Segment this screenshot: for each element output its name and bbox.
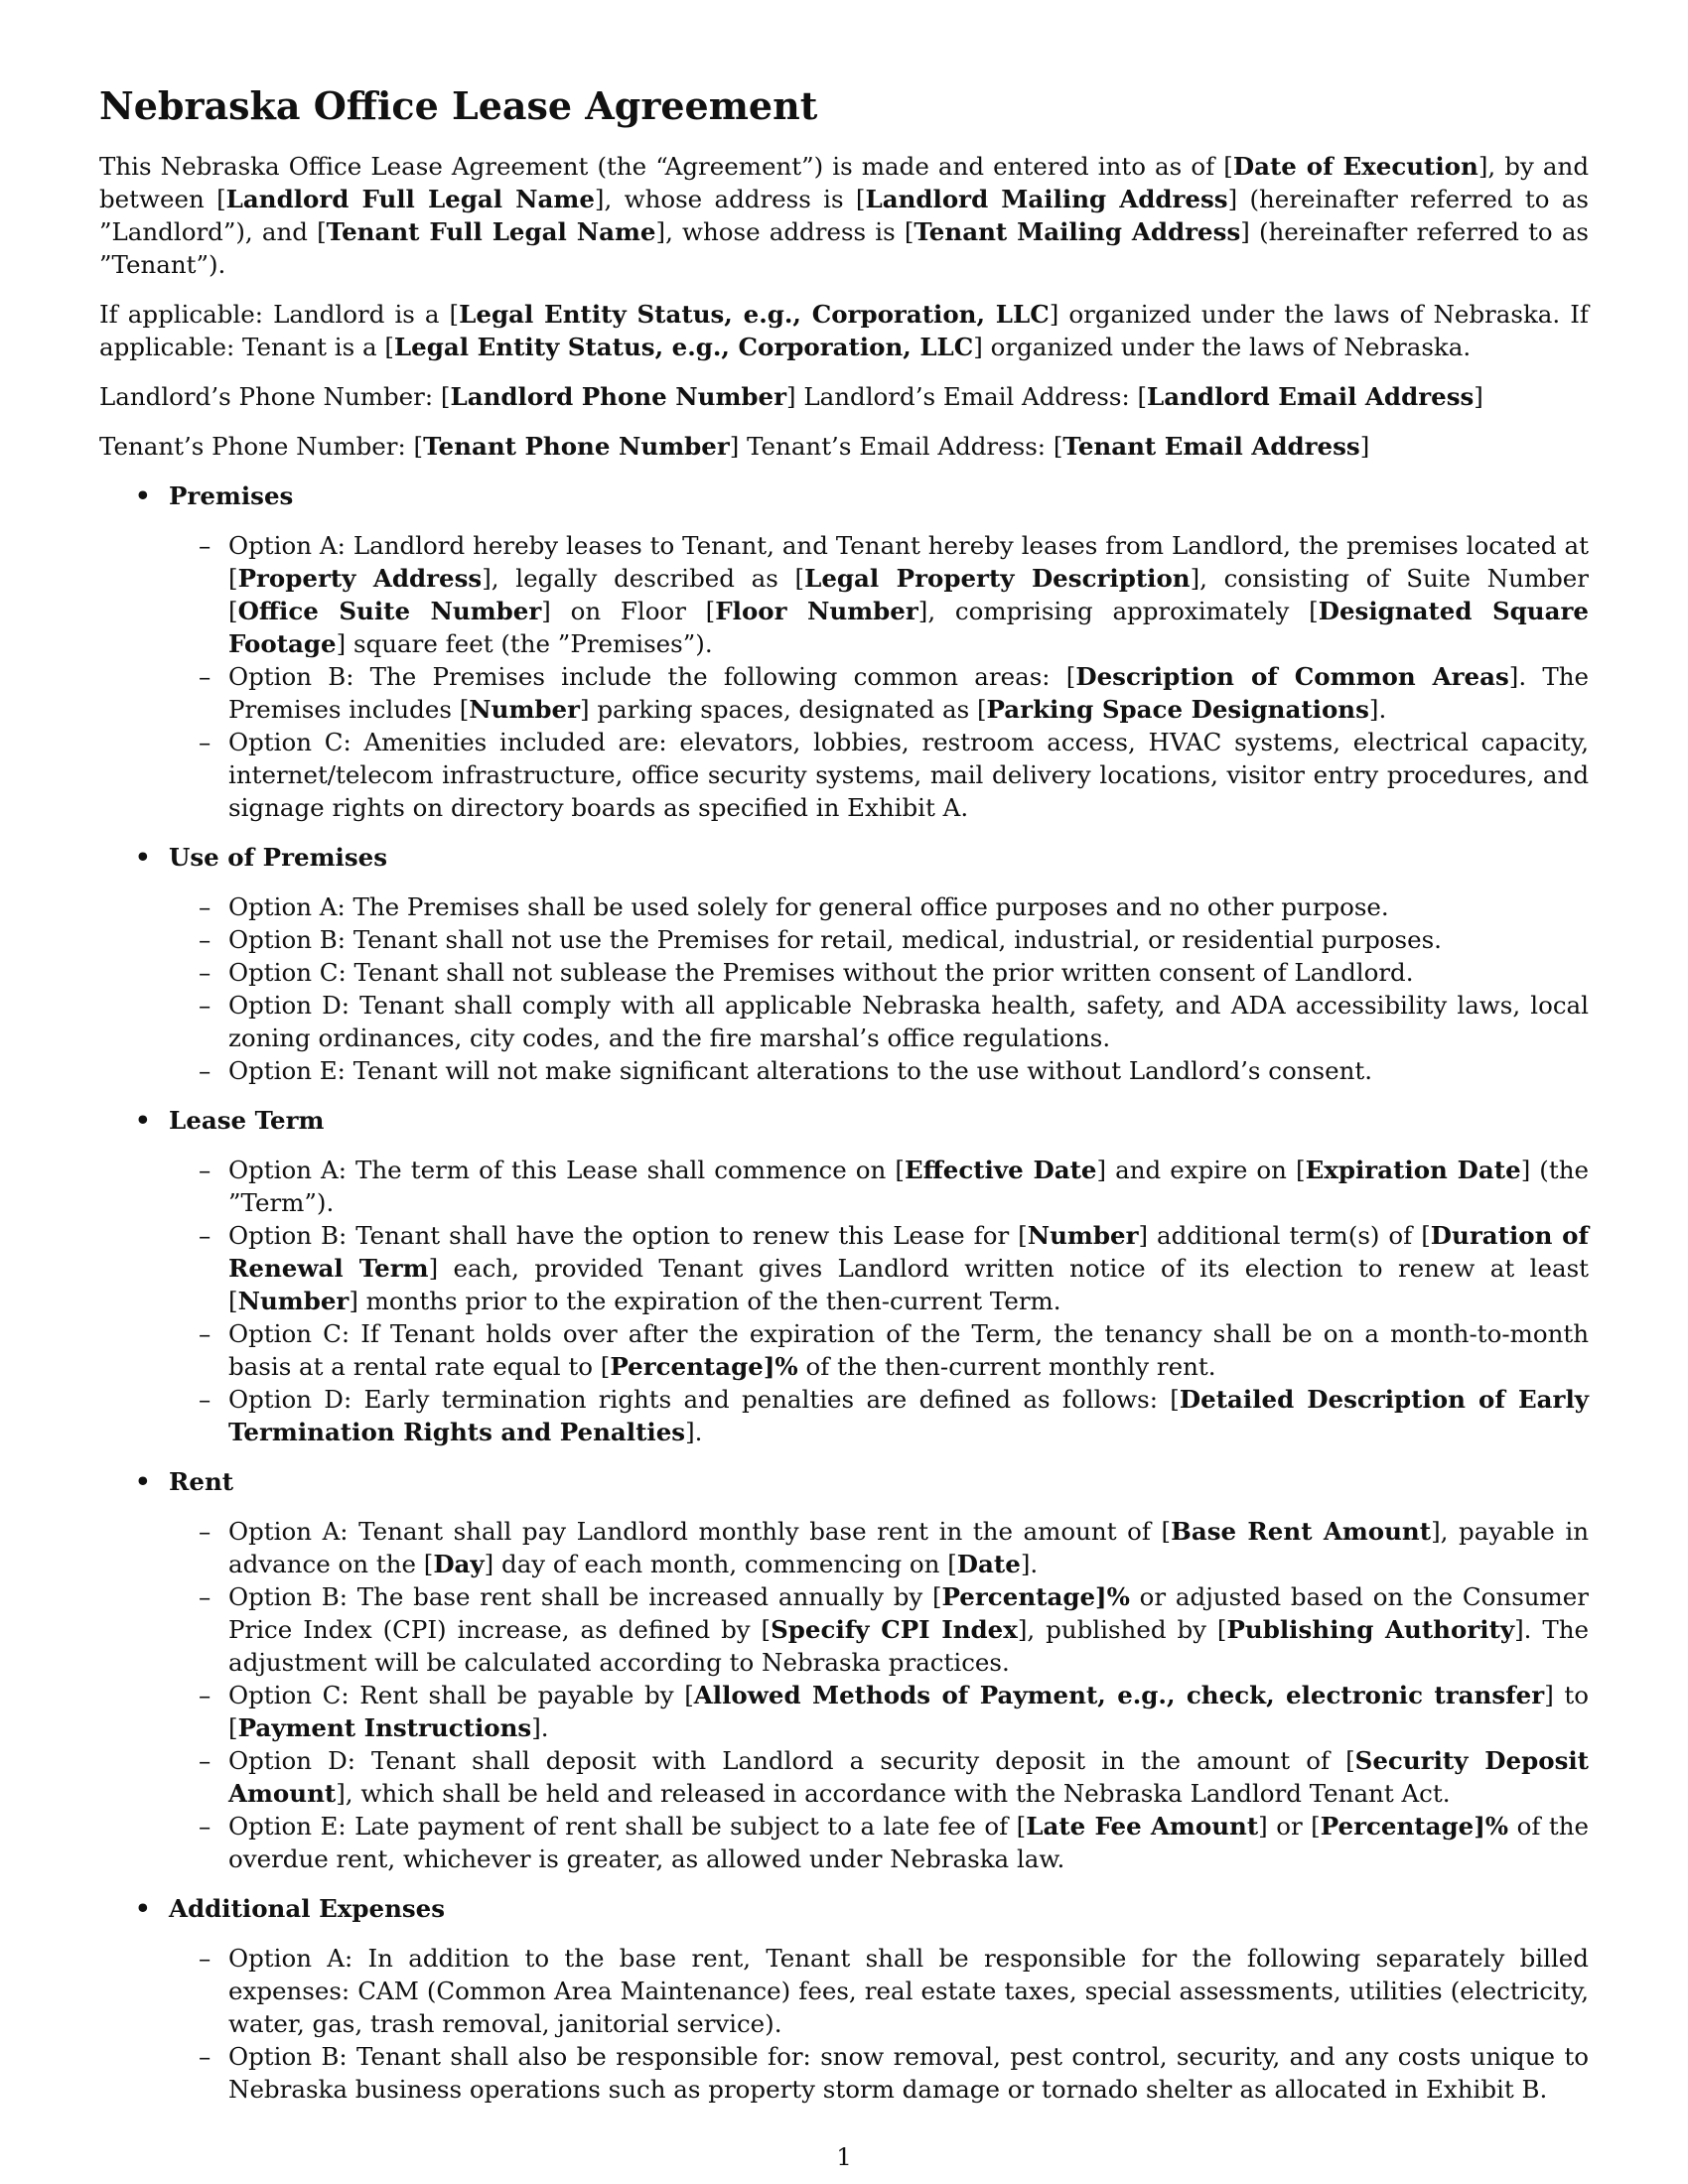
section-title: Lease Term [169,1106,325,1135]
bullet-icon: • [135,843,151,872]
option-item [169,1219,1589,1317]
dash-icon: – [199,958,211,987]
text-run: ] [1474,382,1483,411]
placeholder-field: Number [469,695,581,724]
intro-section [99,150,1589,463]
placeholder-field: Percentage [610,1352,764,1381]
text-run: ]. The Premises includes [ [228,662,1589,724]
placeholder-field: Late Fee Amount [1026,1812,1259,1841]
text-run: ], consisting of Suite Number [ [228,564,1590,625]
text-run: ] square feet (the ”Premises”). [336,629,713,658]
text-run: ]. [1368,695,1387,724]
placeholder-field: ]% [1474,1812,1509,1841]
dash-icon: – [199,1056,211,1085]
option-item [169,1679,1589,1744]
option-item [169,1744,1589,1810]
dash-icon: – [199,1319,211,1348]
placeholder-field: Date of Execution [1232,152,1478,181]
intro-paragraph [99,430,1589,463]
placeholder-field: Duration of Renewal Term [228,1221,1590,1283]
text-run: ] to [ [228,1681,1589,1742]
placeholder-field: Specify CPI Index [771,1615,1018,1644]
placeholder-field: Legal Property Description [804,564,1191,593]
text-run: Option A: Landlord hereby leases to Tenant, and Tenant hereby leases from Landlord, the premises located at [ [228,531,1589,593]
text-run: ] (hereinafter referred to as ”Tenant”). [99,217,1590,279]
dash-icon: – [199,1221,211,1250]
placeholder-field: Base Rent Amount [1171,1517,1432,1546]
text-run: ] or [ [1258,1812,1321,1841]
text-run: ] [1359,432,1370,461]
text-run: ]. [685,1418,703,1446]
placeholder-field: Expiration Date [1305,1156,1521,1184]
dash-icon: – [199,1517,211,1546]
section-item [99,841,1589,1087]
section-title: Additional Expenses [169,1894,446,1923]
option-item [169,890,1589,923]
placeholder-field: Legal Entity Status, e.g., Corporation, LLC [393,333,974,361]
text-run: Option A: The Premises shall be used solely for general office purposes and no other purpose. [228,892,1389,921]
text-run: Option E: Tenant will not make significant alterations to the use without Landlord’s consent. [228,1056,1373,1085]
text-run: ] additional term(s) of [ [1138,1221,1431,1250]
text-run: ], whose address is [ [655,217,914,246]
option-item [169,956,1589,989]
text-run: ] and expire on [ [1096,1156,1306,1184]
dash-icon: – [199,1746,211,1775]
placeholder-field: Legal Entity Status, e.g., Corporation, LLC [459,300,1050,329]
placeholder-field: Designated Square Footage [228,597,1589,658]
bullet-icon: • [135,1106,151,1135]
section-item [99,479,1589,824]
placeholder-field: Allowed Methods of Payment, e.g., check, electronic transfer [693,1681,1545,1709]
text-run: ]. [1020,1550,1039,1578]
text-run: Option C: Amenities included are: elevators, lobbies, restroom access, HVAC systems, electrical capacity, internet/telecom infrastructure, office security systems, mail delivery locations, visitor entry procedures, and signage rights on directory boards as specified in Exhibit A. [228,728,1589,822]
text-run: Option A: In addition to the base rent, Tenant shall be responsible for the following separately billed expenses: CAM (Common Area Maintenance) fees, real estate taxes, special assessments, utilities (electricity, water, gas, trash removal, janitorial service). [228,1944,1589,2038]
text-run: Option B: The base rent shall be increased annually by [ [228,1582,942,1611]
text-run: Option B: Tenant shall not use the Premises for retail, medical, industrial, or residential purposes. [228,925,1442,954]
text-run: ], legally described as [ [482,564,805,593]
option-item [169,1383,1589,1448]
text-run: ], which shall be held and released in accordance with the Nebraska Landlord Tenant Act. [336,1779,1451,1808]
dash-icon: – [199,925,211,954]
option-item [169,1317,1589,1383]
text-run: This Nebraska Office Lease Agreement (the “Agreement”) is made and entered into as of [99,152,1224,181]
option-item [169,1054,1589,1087]
placeholder-field: Day [433,1550,485,1578]
section-list [99,479,1589,2106]
option-item [169,529,1589,660]
option-item [169,1580,1589,1679]
placeholder-field: Number [1027,1221,1139,1250]
text-run: Option D: Early termination rights and penalties are defined as follows: [ [228,1385,1180,1414]
dash-icon: – [199,728,211,756]
placeholder-field: ]% [763,1352,798,1381]
text-run: or adjusted based on the Consumer Price Index (CPI) increase, as defined by [ [228,1582,1589,1644]
text-run: ] each, provided Tenant gives Landlord written notice of its election to renew at least [ [228,1254,1589,1315]
dash-icon: – [199,991,211,1020]
dash-icon: – [199,1582,211,1611]
text-run: Tenant’s Phone Number: [ [99,432,424,461]
text-run: ] months prior to the expiration of the then-current Term. [349,1287,1061,1315]
placeholder-field: Tenant Email Address [1062,432,1360,461]
option-list [169,1515,1589,1875]
dash-icon: – [199,2042,211,2071]
placeholder-field: Tenant Mailing Address [914,217,1241,246]
section-item [99,1892,1589,2106]
text-run: Option A: The term of this Lease shall commence on [ [228,1156,905,1184]
option-list [169,890,1589,1087]
placeholder-field: Landlord Mailing Address [865,185,1228,213]
placeholder-field: Tenant Phone Number [423,432,730,461]
text-run: Landlord’s Phone Number: [ [99,382,451,411]
text-run: Option E: Late payment of rent shall be subject to a late fee of [ [228,1812,1027,1841]
placeholder-field: Percentage [1320,1812,1475,1841]
placeholder-field: Landlord Phone Number [450,382,787,411]
section-title: Premises [169,481,294,510]
placeholder-field: Property Address [237,564,483,593]
text-run: ] day of each month, commencing on [ [484,1550,957,1578]
text-run: Option B: The Premises include the following common areas: [ [228,662,1076,691]
section-item [99,1104,1589,1448]
intro-paragraph [99,150,1589,281]
dash-icon: – [199,1385,211,1414]
placeholder-field: Office Suite Number [237,597,542,625]
placeholder-field: Floor Number [715,597,918,625]
dash-icon: – [199,1156,211,1184]
dash-icon: – [199,1812,211,1841]
text-run: Option A: Tenant shall pay Landlord monthly base rent in the amount of [ [228,1517,1172,1546]
dash-icon: – [199,892,211,921]
placeholder-field: Parking Space Designations [986,695,1369,724]
text-run: ], whose address is [ [594,185,866,213]
text-run: Option B: Tenant shall also be responsible for: snow removal, pest control, security, and any costs unique to Nebraska business operations such as property storm damage or tornado shelter as allocated in Exhibit B. [228,2042,1589,2104]
text-run: If applicable: Landlord is a [ [99,300,460,329]
placeholder-field: Date [956,1550,1021,1578]
placeholder-field: Landlord Email Address [1147,382,1475,411]
text-run: ] organized under the laws of Nebraska. If applicable: Tenant is a [ [99,300,1589,361]
dash-icon: – [199,1944,211,1973]
section-item [99,1465,1589,1875]
text-run: ] Landlord’s Email Address: [ [786,382,1148,411]
text-run: ] organized under the laws of Nebraska. [973,333,1472,361]
text-run: ], payable in advance on the [ [228,1517,1589,1578]
option-item [169,989,1589,1054]
text-run: ] (hereinafter referred to as ”Landlord”), and [ [99,185,1589,246]
placeholder-field: Number [237,1287,350,1315]
text-run: Option C: Rent shall be payable by [ [228,1681,694,1709]
placeholder-field: Security Deposit Amount [228,1746,1589,1808]
text-run: Option D: Tenant shall comply with all applicable Nebraska health, safety, and ADA accessibility laws, local zoning ordinances, city codes, and the fire marshal’s office regulations. [228,991,1589,1052]
placeholder-field: Tenant Full Legal Name [326,217,656,246]
placeholder-field: Percentage [941,1582,1096,1611]
text-run: [ [1223,152,1233,181]
option-item [169,660,1589,726]
text-run: ], published by [ [1017,1615,1227,1644]
text-run: of the then-current monthly rent. [797,1352,1216,1381]
dash-icon: – [199,531,211,560]
option-item [169,1154,1589,1219]
text-run: ]. The adjustment will be calculated according to Nebraska practices. [228,1615,1590,1677]
option-item [169,2040,1589,2106]
bullet-icon: • [135,1467,151,1496]
placeholder-field: Publishing Authority [1226,1615,1515,1644]
placeholder-field: Effective Date [904,1156,1097,1184]
option-list [169,1154,1589,1448]
text-run: ] Tenant’s Email Address: [ [729,432,1063,461]
placeholder-field: ]% [1095,1582,1130,1611]
text-run: ] on Floor [ [541,597,716,625]
option-item [169,1810,1589,1875]
text-run: ]. [531,1713,549,1742]
dash-icon: – [199,1681,211,1709]
section-title: Rent [169,1467,234,1496]
option-list [169,529,1589,824]
text-run: Option C: If Tenant holds over after the expiration of the Term, the tenancy shall be on a month-to-month basis at a rental rate equal to [ [228,1319,1589,1381]
intro-paragraph [99,380,1589,413]
text-run: of the overdue rent, whichever is greater, as allowed under Nebraska law. [228,1812,1590,1873]
text-run: ] (the ”Term”). [228,1156,1589,1217]
option-item [169,1942,1589,2040]
text-run: ], by and between [ [99,152,1590,213]
text-run: Option B: Tenant shall have the option to renew this Lease for [ [228,1221,1028,1250]
option-item [169,1515,1589,1580]
document-page [99,84,1589,2122]
text-run: Option C: Tenant shall not sublease the Premises without the prior written consent of Landlord. [228,958,1414,987]
text-run: Option D: Tenant shall deposit with Landlord a security deposit in the amount of [ [228,1746,1355,1775]
placeholder-field: Payment Instructions [237,1713,532,1742]
text-run: ], comprising approximately [ [917,597,1319,625]
section-title: Use of Premises [169,843,388,872]
page-number: 1 [836,2142,852,2171]
option-item [169,923,1589,956]
bullet-icon: • [135,481,151,510]
intro-paragraph [99,298,1589,363]
document-title: Nebraska Office Lease Agreement [99,83,818,128]
placeholder-field: Description of Common Areas [1075,662,1509,691]
text-run: ] parking spaces, designated as [ [580,695,987,724]
placeholder-field: Detailed Description of Early Termination Rights and Penalties [228,1385,1589,1446]
dash-icon: – [199,662,211,691]
placeholder-field: Landlord Full Legal Name [225,185,595,213]
option-list [169,1942,1589,2106]
option-item [169,726,1589,824]
bullet-icon: • [135,1894,151,1923]
